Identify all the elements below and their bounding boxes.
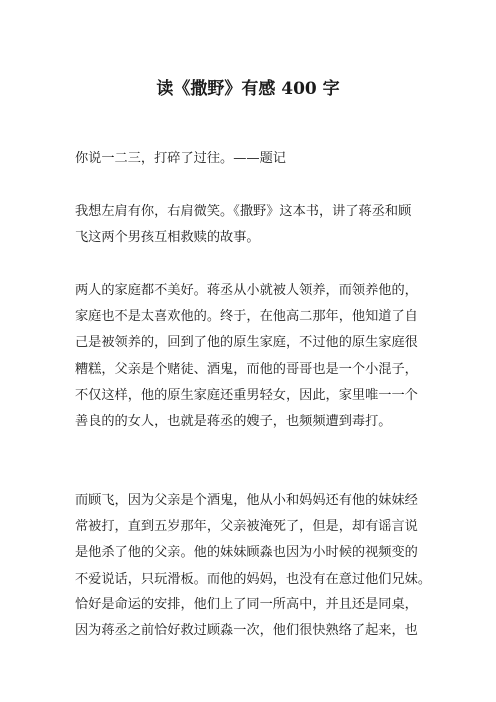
document-title: 读《撒野》有感 400 字 [156, 79, 340, 99]
body-paragraph [75, 278, 435, 435]
body-paragraph [75, 488, 435, 593]
text-line: 飞这两个男孩互相救赎的故事。 [75, 230, 260, 246]
text-line: 不仅这样，他的原生家庭还重男轻女，因此，家里唯一一个 [75, 387, 418, 403]
text-line: 而顾飞，因为父亲是个酒鬼，他从小和妈妈还有他的妹妹经 [75, 493, 418, 508]
text-line: 恰好是命运的安排，他们上了同一所高中，并且还是同桌， [75, 597, 418, 612]
text-line: 是他杀了他的父亲。他的妹妹顾淼也因为小时候的视频变的 [75, 545, 418, 561]
text-line: 善良的的女人，也就是蒋丞的嫂子，也频频遭到毒打。 [75, 414, 392, 430]
text-line: 你说一二三，打碎了过往。——题记 [75, 151, 286, 166]
body-paragraph [75, 592, 435, 644]
text-line: 我想左肩有你，右肩微笑。《撒野》这本书，讲了蒋丞和顾 [75, 204, 412, 219]
text-line: 因为蒋丞之前恰好救过顾淼一次，他们很快熟络了起来，也 [75, 623, 418, 639]
text-line: 糟糕，父亲是个赌徒、酒鬼，而他的哥哥也是一个小混子， [75, 361, 418, 377]
text-line: 己是被领养的，回到了他的原生家庭，不过他的原生家庭很 [75, 335, 418, 351]
epigraph-paragraph [75, 146, 435, 172]
text-line: 不爱说话，只玩滑板。而他的妈妈，也没有在意过他们兄妹。 [75, 571, 432, 587]
text-line: 家庭也不是太喜欢他的。终于，在他高二那年，他知道了自 [75, 309, 418, 325]
text-line: 常被打，直到五岁那年，父亲被淹死了，但是，却有谣言说 [75, 519, 418, 535]
body-paragraph [75, 199, 435, 251]
text-line: 两人的家庭都不美好。蒋丞从小就被人领养，而领养他的， [75, 283, 418, 298]
